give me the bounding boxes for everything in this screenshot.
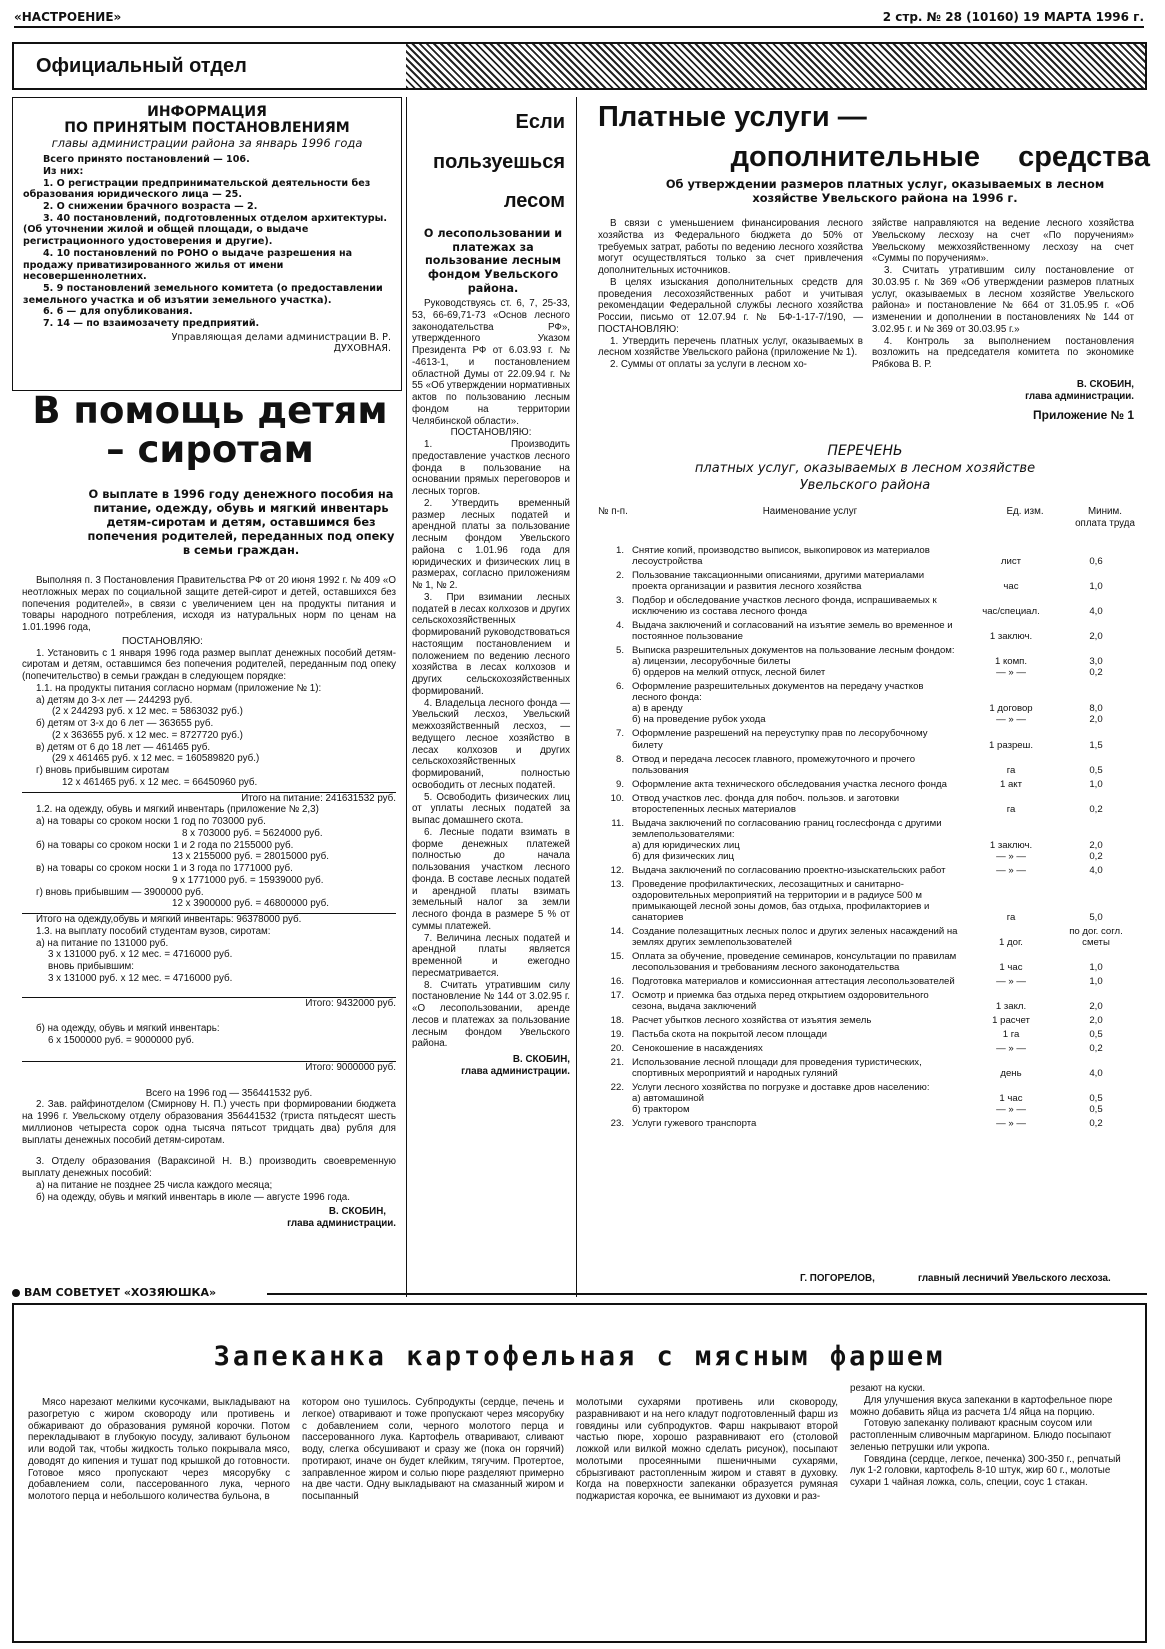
paid-para: В целях изыскания дополнительных средств для проведения лесохозяйственных работ и учитывая рекомендации Федеральной службы лесного хозяйства России, письмо от 12.07.94 г. № БФ-1-17-7/190, — ПОСТАНОВЛЯЮ:: [598, 276, 863, 335]
service-number: 18.: [610, 1015, 624, 1027]
service-unit: — » —: [996, 864, 1026, 876]
recipe-col-4: [850, 1383, 1135, 1489]
food-line: (2 х 244293 руб. х 12 мес. = 5863032 руб.): [52, 706, 243, 718]
paid-para: В связи с уменьшением финансирования лесного хозяйства из Федерального бюджета до 50% от требуемых затрат, работы по ведению лесного хозяйства могут осуществляться только за счет привлечения дополнительных источников.: [598, 218, 863, 276]
clothes-line: 13 х 2155000 руб. = 28015000 руб.: [172, 851, 329, 863]
recipe-rubric: [12, 1286, 1147, 1300]
service-rate: 8,0 2,0: [1089, 703, 1103, 726]
service-unit: 1 комп. — » —: [994, 656, 1028, 679]
students-line: 3 х 131000 руб. х 12 мес. = 4716000 руб.: [48, 949, 233, 961]
recipe-box: [12, 1303, 1147, 1643]
info-title-1: ИНФОРМАЦИЯ: [147, 104, 267, 120]
food-line: в) детям от 6 до 18 лет — 461465 руб.: [36, 741, 211, 753]
info-subtitle: главы администрации района за январь 1996 года: [51, 136, 363, 151]
list-title: ПЕРЕЧЕНЬ: [827, 443, 903, 459]
rubric-rule: [267, 1293, 1147, 1295]
services-table: [596, 545, 1131, 1132]
service-row: [596, 1057, 1131, 1082]
service-number: 10.: [610, 792, 624, 804]
service-row: [596, 620, 1131, 645]
recipe-col-1: Мясо нарезают мелкими кусочками, выкладывают на разогретую с жиром сковороду или противень и обжаривают до образования румяной корочки. Потом перекладывают в глубокую посуду, заливают бульоном или водой так, чтобы жидкость только покрывала мясо, доводят до кипения и тушат под крышкой до готовности. Готовое мясо пропускают через мясорубку с добавлением соли, пассерованного лука, черного молотого перца и небольшого количества бульона, в: [28, 1397, 290, 1502]
paid-para: 3. Считать утратившим силу постановление от 30.03.95 г. № 369 «Об утверждении размеров платных услуг, оказываемых в лесном хозяйстве Увельского района» и постановление № 664 от 31.05.95 г. «Об изменении и дополнении в постановлениях № 144 от 3.02.95 г. и № 369 от 30.03.95 г.»: [872, 265, 1134, 335]
service-name: Пользование таксационными описаниями, другими материалами проекта организации и развития лесного хозяйства: [632, 570, 925, 593]
food-line: а) детям до 3-х лет — 244293 руб.: [36, 694, 193, 706]
forest-item: 2. Утвердить временный размер лесных податей и арендной платы за пользование лесным фондом Увельского района с 1.01.96 года для юридических и физических лиц в размерах, согласно приложениям № 1, № 2.: [412, 497, 570, 591]
service-unit: 1 час — » —: [996, 1093, 1026, 1116]
service-unit: 1 заключ.: [989, 631, 1033, 643]
service-name: Использование лесной площади для проведения туристических, спортивных мероприятий и народных гуляний: [632, 1057, 922, 1080]
clothes-line: в) на товары со сроком носки 1 и 3 года по 1771000 руб.: [36, 863, 293, 874]
section-title: Официальный отдел: [36, 55, 247, 77]
forest-intro: Руководствуясь ст. 6, 7, 25-33, 53, 66-69,71-73 «Основ лесного законодательства РФ», утвержденного Указом Президента РФ от 6.03.93 г. № -4613-1, и постановлением областной Думы от 22.09.94 г. № 55 «Об утверждении нормативных актов по пользованию лесным фондом на территории Челябинской области».: [412, 298, 570, 427]
service-rate: 0,5: [1089, 1029, 1103, 1041]
forest-title-2: пользуешься: [433, 151, 565, 173]
service-name: Подготовка материалов и комиссионная аттестация лесопользователей: [632, 976, 955, 988]
paid-sign-name: В. СКОБИН,: [1076, 378, 1134, 390]
food-line: г) вновь прибывшим сиротам: [36, 765, 170, 776]
orphans-title: В помощь детям – сиротам: [32, 389, 388, 471]
service-row: [596, 990, 1131, 1015]
forest-item: 3. При взимании лесных податей в лесах колхозов и других сельскохозяйственных формирований руководствоваться настоящим постановлением и положением по ведению лесного хозяйства в лесах колхозов и других сельскохозяйственных формирований.: [412, 591, 570, 697]
service-rate: 0,5: [1089, 764, 1103, 776]
forest-item: 7. Величина лесных податей и арендной платы является временной и ежегодно пересматривается.: [412, 932, 570, 979]
service-unit: 1 закл.: [995, 1001, 1027, 1013]
list-footer-name: Г. ПОГОРЕЛОВ,: [800, 1273, 875, 1284]
service-rate: 1,0: [1089, 778, 1103, 790]
service-rate: 4,0: [1089, 606, 1103, 618]
students-line: вновь прибывшим:: [48, 961, 134, 972]
list-subtitle-2: Увельского района: [799, 478, 931, 493]
service-row: [596, 879, 1131, 926]
food-total: Итого на питание: 241631532 руб.: [22, 792, 396, 805]
service-name: Выдача заключений по согласованию границ гослесфонда с другими землепользователями: а) для юридических лиц б) для физических лиц: [632, 817, 942, 862]
orphans-decree: ПОСТАНОВЛЯЮ:: [122, 635, 203, 647]
clothes-line: а) на товары со сроком носки 1 год по 703000 руб.: [36, 816, 266, 827]
paid-para: 4. Контроль за выполнением постановления возложить на председателя комитета по экономике Рябкова В. Р.: [872, 335, 1134, 370]
service-name: Снятие копий, производство выписок, выкопировок из материалов лесоустройства: [632, 545, 930, 568]
service-number: 1.: [615, 545, 624, 556]
service-number: 7.: [615, 728, 624, 740]
clothes-total: Итого на одежду,обувь и мягкий инвентарь: 96378000 руб.: [22, 913, 396, 926]
orphans-p2: 2. Зав. райфинотделом (Смирнову Н. П.) учесть при формировании бюджета на 1996 г. Увельскому отделу образования 356441532 (триста пятьдесят шесть миллионов четыреста сорок одна тысяча пятьсот тридцать два) рубля для выплаты денежных пособий детям-сиротам.: [22, 1099, 396, 1146]
service-name: Проведение профилактических, лесозащитных и санитарно-оздоровительных мероприятий на территории и в радиусе 500 м примыкающей лесной зоны домов, баз отдыха, профилакториев и санаториев: [632, 878, 930, 923]
orphans-p11: 1.1. на продукты питания согласно нормам (приложение № 1):: [36, 682, 322, 694]
info-line: 4. 10 постановлений по РОНО о выдаче разрешения на продажу приватизированного жилья от имени несовершеннолетних.: [23, 247, 353, 283]
service-rate: по дог. согл. сметы: [1069, 925, 1123, 948]
service-row: [596, 779, 1131, 793]
recipe-title: Запеканка картофельная с мясным фаршем: [213, 1341, 946, 1372]
service-rate: 0,6: [1089, 556, 1103, 568]
info-line: 3. 40 постановлений, подготовленных отделом архитектуры. (Об уточнении жилой и общей площади, о выдаче регистрационного удостоверения и другие).: [23, 212, 387, 248]
service-number: 17.: [610, 990, 624, 1002]
service-unit: га: [1006, 803, 1016, 815]
service-number: 5.: [615, 645, 624, 657]
paid-sign-role: глава администрации.: [1025, 390, 1134, 402]
clothes-line: 9 х 1771000 руб. = 15939000 руб.: [172, 874, 324, 886]
service-row: [596, 951, 1131, 976]
service-row: [596, 728, 1131, 753]
students2-line: 6 х 1500000 руб. = 9000000 руб.: [48, 1035, 195, 1046]
issue-info: 2 стр. № 28 (10160) 19 МАРТА 1996 г.: [882, 10, 1144, 24]
paid-title-2: дополнительные средства: [730, 141, 1150, 173]
service-row: [596, 818, 1131, 865]
students-total: Итого: 9432000 руб.: [22, 997, 396, 1010]
orphans-p1: 1. Установить с 1 января 1996 года размер выплат денежных пособий детям-сиротам и детям, оставшимся без попечения родителей, переданным под опеку (попечительство) в семьи граждан в следующем порядке:: [22, 647, 396, 682]
forest-item: 4. Владельца лесного фонда — Увельский лесхоз, Увельский межхозяйственный лесхоз, — ведущего лесное хозяйство в лесах колхозов и других сельскохозяйственных формирований, полностью освободить от лесных податей.: [412, 697, 570, 791]
orphans-intro: Выполняя п. 3 Постановления Правительства РФ от 20 июня 1992 г. № 409 «О неотложных мерах по социальной защите детей-сирот и детей, оставшихся без попечения родителей», в связи с увеличением цен на продукты питания и товары народного потребления, исходя из натуральных норм по ценам на 1.01.1996 года,: [22, 575, 396, 633]
service-unit: 1 га: [1002, 1029, 1020, 1041]
service-unit: час/специал.: [982, 606, 1040, 618]
service-number: 8.: [615, 753, 624, 765]
service-rate: 0,5 0,5: [1089, 1093, 1103, 1116]
service-name: Отвод участков лес. фонда для побоч. пользов. и заготовки второстепенных лесных материалов: [632, 792, 900, 815]
service-row: [596, 595, 1131, 620]
recipe-col-2: котором оно тушилось. Субпродукты (сердце, печень и легкое) отваривают и тоже пропускают через мясорубку с добавлением соли, черного молотого перца и пассерованного лука. Картофель отваривают, сливают воду, слегка обсушивают и сразу же (пока он горячий) протирают, иначе он будет клейким, тягучим. Протертое, заправленное жиром и солью пюре разделяют примерно на две части. Одну выкладывают на смазанный жиром и посыпанный: [302, 1397, 564, 1502]
info-title-2: ПО ПРИНЯТЫМ ПОСТАНОВЛЕНИЯМ: [64, 120, 350, 137]
service-name: Выдача заключений по согласованию проектно-изыскательских работ: [632, 864, 946, 876]
service-name: Оплата за обучение, проведение семинаров, консультации по правилам лесопользования и требованиям лесного законодательства: [632, 951, 957, 974]
recipe-c4-part: Для улучшения вкуса запеканки в картофельное пюре можно добавить яйца из расчета 1/4 яйца на порцию.: [850, 1394, 1113, 1418]
service-number: 14.: [610, 925, 624, 937]
forest-sign-name: В. СКОБИН,: [512, 1054, 570, 1065]
column-rule: [576, 97, 577, 1297]
paid-col-2: [872, 218, 1134, 423]
service-number: 9.: [615, 778, 624, 790]
forest-item: 5. Освободить физических лиц от уплаты лесных податей за выпас домашнего скота.: [412, 791, 570, 826]
paid-para: 1. Утвердить перечень платных услуг, оказываемых в лесном хозяйстве Увельского района (приложение № 1).: [598, 335, 863, 359]
service-number: 21.: [610, 1057, 624, 1069]
service-name: Выдача заключений и согласований на изъятие земель во временное и постоянное пользование: [632, 620, 953, 643]
service-number: 19.: [610, 1029, 624, 1041]
service-name: Услуги лесного хозяйства по погрузке и доставке дров населению: а) автомашиной б) трактором: [632, 1082, 930, 1116]
service-row: [596, 545, 1131, 570]
service-rate: 1,5: [1089, 739, 1103, 751]
column-rule: [406, 97, 407, 1297]
info-line: 5. 9 постановлений земельного комитета (о предоставлении земельного участка и об изъятии земельного участка).: [23, 282, 383, 306]
orphans-grand-total: Всего на 1996 год — 356441532 руб.: [145, 1087, 313, 1099]
service-unit: 1 акт: [999, 778, 1023, 790]
rubric-bullet-icon: [12, 1289, 20, 1297]
service-rate: 0,2: [1089, 1118, 1103, 1130]
service-unit: — » —: [996, 1118, 1026, 1130]
service-name: Выписка разрешительных документов на пользование лесным фондом: а) лицензии, лесорубочные билеты б) ордеров на мелкий отпуск, лесной билет: [632, 645, 955, 679]
clothes-line: 8 х 703000 руб. = 5624000 руб.: [182, 827, 323, 839]
service-rate: 1,0: [1089, 581, 1103, 593]
page-header: [14, 10, 1144, 28]
info-line: 2. О снижении брачного возраста — 2.: [43, 201, 258, 213]
service-row: [596, 976, 1131, 990]
info-line: 6. 6 — для опубликования.: [43, 306, 193, 318]
info-line: 1. О регистрации предпринимательской деятельности без образования юридического лица — 25.: [23, 177, 371, 201]
service-rate: 0,2: [1089, 803, 1103, 815]
service-row: [596, 1118, 1131, 1132]
paid-para: зяйстве направляются на ведение лесного хозяйства Увельскому лесхозу на счет «По поручениям» Увельскому межхозяйственному лесхозу на счет «Суммы по поручениям».: [872, 218, 1134, 265]
forest-item: 6. Лесные подати взимать в форме денежных платежей полностью до начала пользования участком лесного фонда. В составе лесных податей и арендной платы взимать земельный налог за земли лесного фонда в размере 5 % от суммы платежей.: [412, 826, 570, 932]
service-name: Оформление разрешений на переуступку прав по лесорубочному билету: [632, 728, 928, 751]
paid-lead: Об утверждении размеров платных услуг, оказываемых в лесном хозяйстве Увельского района на 1996 г.: [665, 177, 1105, 205]
service-unit: 1 расчет: [992, 1015, 1030, 1027]
service-unit: га: [1006, 911, 1016, 923]
service-row: [596, 754, 1131, 779]
service-unit: — » —: [996, 1043, 1026, 1055]
recipe-c4-part: Готовую запеканку поливают красным соусом или растопленным сливочным маргарином. Блюдо посыпают зеленью петрушки или укропа.: [850, 1418, 1112, 1453]
service-row: [596, 1015, 1131, 1029]
col-head-unit: Ед. изм.: [1006, 506, 1044, 517]
service-rate: 4,0: [1089, 864, 1103, 876]
service-name: Оформление акта технического обследования участка лесного фонда: [632, 778, 947, 790]
service-rate: 1,0: [1089, 962, 1103, 974]
service-unit: 1 договор — » —: [989, 703, 1033, 726]
service-name: Сенокошение в насаждениях: [632, 1043, 763, 1055]
forest-sign-role: глава администрации.: [461, 1065, 570, 1077]
service-rate: 0,2: [1089, 1043, 1103, 1055]
students-line: а) на питание по 131000 руб.: [36, 937, 169, 949]
list-footer-role: главный лесничий Увельского лесхоза.: [918, 1273, 1111, 1284]
forest-title-1: Если: [515, 111, 565, 133]
service-name: Осмотр и приемка баз отдыха перед открытием оздоровительного сезона, выдача заключений: [632, 990, 929, 1013]
service-unit: 1 разреш.: [989, 739, 1033, 751]
orphans-p13: 1.3. на выплату пособий студентам вузов, сиротам:: [36, 925, 271, 937]
orphans-body: [22, 575, 396, 1230]
orphans-lead: О выплате в 1996 году денежного пособия на питание, одежду, обувь и мягкий инвентарь детям-сиротам и детям, оставшимся без попечения родителей, переданных под опеку в семьи граждан.: [87, 487, 395, 557]
service-number: 13.: [610, 878, 624, 890]
recipe-c4-part: Говядина (сердце, легкое, печенка) 300-350 г., репчатый лук 1-2 головки, картофель 8-10 штук, жир 60 г., молотые сухари 1 чайная ложка, соль, специи, соус 1 стакан.: [850, 1453, 1121, 1488]
service-unit: лист: [1000, 556, 1022, 568]
service-rate: 4,0: [1089, 1068, 1103, 1080]
info-signature: Управляющая делами администрации В. Р. ДУХОВНАЯ.: [171, 331, 391, 355]
service-row: [596, 1029, 1131, 1043]
orphans-p3b: б) на одежду, обувь и мягкий инвентарь в июле — августе 1996 года.: [36, 1191, 350, 1203]
forest-lead: О лесопользовании и платежах за пользование лесным фондом Увельского района.: [423, 227, 563, 295]
service-name: Расчет убытков лесного хозяйства от изъятия земель: [632, 1015, 872, 1027]
service-rate: 2,0: [1089, 1015, 1103, 1027]
orphans-p3: 3. Отделу образования (Вараксиной Н. В.) производить своевременную выплату денежных пособий:: [22, 1156, 396, 1179]
service-row: [596, 681, 1131, 728]
service-number: 20.: [610, 1043, 624, 1055]
service-unit: 1 заключ. — » —: [989, 839, 1033, 862]
paid-title-1: Платные услуги —: [598, 101, 867, 133]
service-row: [596, 865, 1131, 879]
section-banner: [12, 42, 1147, 90]
service-name: Отвод и передача лесосек главного, промежуточного и прочего пользования: [632, 753, 916, 776]
service-row: [596, 793, 1131, 818]
recipe-col-3: молотыми сухарями противень или сковороду, разравнивают и на него кладут подготовленный фарш из говядины или субпродуктов. Фарш накрывают второй частью пюре, хорошо разравнивают его (столовой ложкой или вилкой можно сделать рисунок), посыпают молотыми просеянными пшеничными сухарями, сбрызгивают растопленным жиром и ставят в духовку. Когда на поверхности запеканки образуется румяная поджаристая корочка, ее вынимают из духовки и раз-: [576, 1397, 838, 1502]
col-head-name: Наименование услуг: [762, 506, 858, 517]
orphans-sign-role: глава администрации.: [287, 1218, 396, 1229]
service-unit: день: [1000, 1068, 1022, 1080]
students-line: 3 х 131000 руб. х 12 мес. = 4716000 руб.: [48, 972, 233, 984]
info-line: 7. 14 — по взаимозачету предприятий.: [43, 318, 260, 330]
service-number: 6.: [615, 681, 624, 693]
forest-item: 1. Производить предоставление участков лесного фонда в пользование на основании прямых переговоров и лесных торгов.: [412, 439, 570, 497]
service-rate: 5,0: [1089, 911, 1103, 923]
paid-para: 2. Суммы от оплаты за услуги в лесном хо-: [610, 359, 807, 370]
food-line: (29 х 461465 руб. х 12 мес. = 160589820 руб.): [52, 753, 260, 765]
service-unit: час: [1003, 581, 1019, 593]
forest-item: 8. Считать утратившим силу постановление № 144 от 3.02.95 г. «О лесопользовании, аренде лесов и платежах за пользование лесным фондом Увельского района.: [412, 979, 570, 1050]
banner-hatching: [406, 44, 1145, 88]
service-number: 22.: [610, 1082, 624, 1094]
forest-body: [412, 298, 570, 1078]
service-rate: 2,0 0,2: [1089, 839, 1103, 862]
recipe-c4-part: резают на куски.: [850, 1383, 926, 1394]
paid-appendix: Приложение № 1: [1032, 408, 1134, 423]
service-row: [596, 1043, 1131, 1057]
service-number: 3.: [615, 595, 624, 607]
service-name: Пастьба скота на покрытой лесом площади: [632, 1029, 827, 1041]
clothes-line: б) на товары со сроком носки 1 и 2 года по 2155000 руб.: [36, 839, 294, 851]
forest-title-3: лесом: [503, 190, 565, 212]
orphans-p3a: а) на питание не позднее 25 числа каждого месяца;: [36, 1179, 273, 1191]
service-unit: 1 дог.: [999, 937, 1023, 948]
service-name: Создание полезащитных лесных полос и других зеленых насаждений на землях других землепользователей: [632, 925, 958, 948]
info-line: Из них:: [43, 165, 84, 177]
service-unit: — » —: [996, 976, 1026, 988]
service-number: 11.: [611, 817, 624, 829]
clothes-line: 12 х 3900000 руб. = 46800000 руб.: [172, 898, 329, 910]
service-row: [596, 926, 1131, 951]
orphans-p12: 1.2. на одежду, обувь и мягкий инвентарь (приложение № 2,3): [36, 804, 319, 816]
list-subtitle-1: платных услуг, оказываемых в лесном хозяйстве: [694, 461, 1036, 476]
service-name: Подбор и обследование участков лесного фонда, испрашиваемых к исключению из состава лесного фонда: [632, 595, 937, 618]
col-head-n: № п-п.: [598, 506, 628, 517]
service-number: 2.: [615, 570, 624, 582]
service-number: 23.: [610, 1118, 624, 1130]
food-line: (2 х 363655 руб. х 12 мес. = 8727720 руб.): [52, 729, 243, 741]
students2-line: б) на одежду, обувь и мягкий инвентарь:: [36, 1023, 220, 1035]
service-number: 16.: [610, 976, 624, 988]
service-number: 4.: [615, 620, 624, 632]
col-head-pay: Миним. оплата труда: [1075, 506, 1135, 529]
service-row: [596, 645, 1131, 681]
food-line: б) детям от 3-х до 6 лет — 363655 руб.: [36, 718, 214, 729]
service-unit: 1 час: [999, 962, 1023, 974]
service-unit: га: [1006, 764, 1016, 776]
students2-total: Итого: 9000000 руб.: [22, 1061, 396, 1074]
service-row: [596, 1082, 1131, 1118]
service-rate: 2,0: [1089, 1001, 1103, 1013]
food-line: 12 х 461465 руб. х 12 мес. = 66450960 руб.: [62, 776, 258, 788]
service-row: [596, 570, 1131, 595]
orphans-sign-name: В. СКОБИН,: [328, 1206, 386, 1218]
clothes-line: г) вновь прибывшим — 3900000 руб.: [36, 886, 204, 898]
service-name: Оформление разрешительных документов на передачу участков лесного фонда: а) в аренду б) на проведение рубок ухода: [632, 681, 924, 726]
paid-col-1: [598, 218, 863, 371]
service-rate: 3,0 0,2: [1089, 656, 1103, 679]
service-number: 15.: [610, 951, 624, 963]
rubric-label: ВАМ СОВЕТУЕТ «ХОЗЯЮШКА»: [24, 1286, 217, 1299]
info-line: Всего принято постановлений — 106.: [43, 154, 250, 166]
service-name: Услуги гужевого транспорта: [632, 1118, 757, 1130]
info-box: [12, 97, 402, 391]
forest-decree: ПОСТАНОВЛЯЮ:: [450, 427, 532, 439]
service-rate: 1,0: [1089, 976, 1103, 988]
newspaper-name: «НАСТРОЕНИЕ»: [14, 10, 122, 24]
services-table-body: [596, 545, 1131, 1132]
service-rate: 2,0: [1089, 631, 1103, 643]
service-number: 12.: [610, 864, 624, 876]
